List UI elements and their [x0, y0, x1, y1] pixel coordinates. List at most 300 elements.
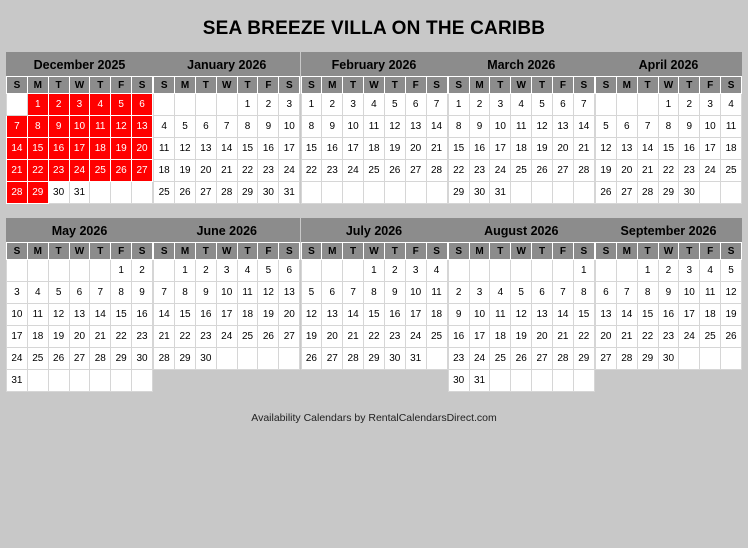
available-day-cell[interactable]: 4	[364, 94, 385, 116]
available-day-cell[interactable]: 18	[364, 138, 385, 160]
available-day-cell[interactable]: 12	[596, 138, 617, 160]
available-day-cell[interactable]: 3	[279, 94, 300, 116]
available-day-cell[interactable]: 19	[301, 326, 322, 348]
available-day-cell[interactable]: 29	[637, 348, 658, 370]
available-day-cell[interactable]: 28	[216, 182, 237, 204]
available-day-cell[interactable]: 27	[405, 160, 426, 182]
available-day-cell[interactable]: 9	[384, 282, 405, 304]
available-day-cell[interactable]: 5	[532, 94, 553, 116]
available-day-cell[interactable]: 28	[637, 182, 658, 204]
available-day-cell[interactable]: 19	[384, 138, 405, 160]
available-day-cell[interactable]: 19	[721, 304, 742, 326]
available-day-cell[interactable]: 18	[27, 326, 48, 348]
available-day-cell[interactable]: 29	[175, 348, 196, 370]
available-day-cell[interactable]: 14	[426, 116, 447, 138]
available-day-cell[interactable]: 28	[616, 348, 637, 370]
available-day-cell[interactable]: 23	[132, 326, 153, 348]
available-day-cell[interactable]: 27	[279, 326, 300, 348]
available-day-cell[interactable]: 25	[426, 326, 447, 348]
available-day-cell[interactable]: 21	[154, 326, 175, 348]
available-day-cell[interactable]: 5	[258, 260, 279, 282]
available-day-cell[interactable]: 31	[469, 370, 490, 392]
available-day-cell[interactable]: 23	[322, 160, 343, 182]
available-day-cell[interactable]: 14	[637, 138, 658, 160]
available-day-cell[interactable]: 14	[552, 304, 573, 326]
available-day-cell[interactable]: 11	[490, 304, 511, 326]
available-day-cell[interactable]: 2	[384, 260, 405, 282]
available-day-cell[interactable]: 2	[258, 94, 279, 116]
available-day-cell[interactable]: 23	[448, 348, 469, 370]
available-day-cell[interactable]: 26	[532, 160, 553, 182]
available-day-cell[interactable]: 24	[700, 160, 721, 182]
available-day-cell[interactable]: 7	[343, 282, 364, 304]
available-day-cell[interactable]: 6	[279, 260, 300, 282]
available-day-cell[interactable]: 10	[679, 282, 700, 304]
available-day-cell[interactable]: 6	[616, 116, 637, 138]
available-day-cell[interactable]: 25	[700, 326, 721, 348]
available-day-cell[interactable]: 22	[301, 160, 322, 182]
available-day-cell[interactable]: 21	[426, 138, 447, 160]
available-day-cell[interactable]: 23	[258, 160, 279, 182]
available-day-cell[interactable]: 1	[637, 260, 658, 282]
available-day-cell[interactable]: 6	[532, 282, 553, 304]
available-day-cell[interactable]: 30	[679, 182, 700, 204]
available-day-cell[interactable]: 22	[448, 160, 469, 182]
available-day-cell[interactable]: 31	[405, 348, 426, 370]
available-day-cell[interactable]: 22	[658, 160, 679, 182]
available-day-cell[interactable]: 29	[448, 182, 469, 204]
available-day-cell[interactable]: 25	[490, 348, 511, 370]
available-day-cell[interactable]: 11	[364, 116, 385, 138]
available-day-cell[interactable]: 1	[237, 94, 258, 116]
available-day-cell[interactable]: 9	[658, 282, 679, 304]
available-day-cell[interactable]: 26	[721, 326, 742, 348]
available-day-cell[interactable]: 4	[721, 94, 742, 116]
available-day-cell[interactable]: 7	[573, 94, 594, 116]
available-day-cell[interactable]: 18	[237, 304, 258, 326]
available-day-cell[interactable]: 5	[384, 94, 405, 116]
available-day-cell[interactable]: 9	[195, 282, 216, 304]
available-day-cell[interactable]: 15	[111, 304, 132, 326]
booked-day-cell[interactable]: 9	[48, 116, 69, 138]
available-day-cell[interactable]: 16	[132, 304, 153, 326]
available-day-cell[interactable]: 28	[343, 348, 364, 370]
available-day-cell[interactable]: 22	[573, 326, 594, 348]
available-day-cell[interactable]: 26	[301, 348, 322, 370]
available-day-cell[interactable]: 11	[700, 282, 721, 304]
available-day-cell[interactable]: 11	[721, 116, 742, 138]
available-day-cell[interactable]: 16	[258, 138, 279, 160]
available-day-cell[interactable]: 23	[679, 160, 700, 182]
available-day-cell[interactable]: 15	[301, 138, 322, 160]
available-day-cell[interactable]: 2	[679, 94, 700, 116]
available-day-cell[interactable]: 18	[490, 326, 511, 348]
available-day-cell[interactable]: 14	[343, 304, 364, 326]
available-day-cell[interactable]: 25	[364, 160, 385, 182]
available-day-cell[interactable]: 27	[552, 160, 573, 182]
available-day-cell[interactable]: 17	[700, 138, 721, 160]
available-day-cell[interactable]: 18	[511, 138, 532, 160]
available-day-cell[interactable]: 4	[27, 282, 48, 304]
available-day-cell[interactable]: 21	[216, 160, 237, 182]
available-day-cell[interactable]: 20	[279, 304, 300, 326]
booked-day-cell[interactable]: 26	[111, 160, 132, 182]
available-day-cell[interactable]: 21	[616, 326, 637, 348]
available-day-cell[interactable]: 11	[154, 138, 175, 160]
available-day-cell[interactable]: 10	[343, 116, 364, 138]
booked-day-cell[interactable]: 24	[69, 160, 90, 182]
available-day-cell[interactable]: 24	[405, 326, 426, 348]
booked-day-cell[interactable]: 14	[7, 138, 28, 160]
booked-day-cell[interactable]: 17	[69, 138, 90, 160]
booked-day-cell[interactable]: 27	[132, 160, 153, 182]
available-day-cell[interactable]: 20	[405, 138, 426, 160]
available-day-cell[interactable]: 15	[237, 138, 258, 160]
available-day-cell[interactable]: 28	[426, 160, 447, 182]
available-day-cell[interactable]: 20	[552, 138, 573, 160]
available-day-cell[interactable]: 13	[532, 304, 553, 326]
available-day-cell[interactable]: 17	[405, 304, 426, 326]
available-day-cell[interactable]: 8	[448, 116, 469, 138]
booked-day-cell[interactable]: 3	[69, 94, 90, 116]
booked-day-cell[interactable]: 7	[7, 116, 28, 138]
available-day-cell[interactable]: 28	[552, 348, 573, 370]
available-day-cell[interactable]: 25	[721, 160, 742, 182]
available-day-cell[interactable]: 16	[658, 304, 679, 326]
available-day-cell[interactable]: 9	[448, 304, 469, 326]
available-day-cell[interactable]: 1	[111, 260, 132, 282]
available-day-cell[interactable]: 4	[426, 260, 447, 282]
available-day-cell[interactable]: 24	[216, 326, 237, 348]
available-day-cell[interactable]: 16	[679, 138, 700, 160]
available-day-cell[interactable]: 19	[258, 304, 279, 326]
booked-day-cell[interactable]: 5	[111, 94, 132, 116]
available-day-cell[interactable]: 25	[154, 182, 175, 204]
available-day-cell[interactable]: 12	[258, 282, 279, 304]
available-day-cell[interactable]: 30	[384, 348, 405, 370]
available-day-cell[interactable]: 15	[573, 304, 594, 326]
available-day-cell[interactable]: 10	[469, 304, 490, 326]
available-day-cell[interactable]: 1	[301, 94, 322, 116]
booked-day-cell[interactable]: 29	[27, 182, 48, 204]
available-day-cell[interactable]: 25	[27, 348, 48, 370]
available-day-cell[interactable]: 5	[511, 282, 532, 304]
available-day-cell[interactable]: 26	[596, 182, 617, 204]
available-day-cell[interactable]: 12	[532, 116, 553, 138]
available-day-cell[interactable]: 7	[216, 116, 237, 138]
available-day-cell[interactable]: 20	[532, 326, 553, 348]
available-day-cell[interactable]: 6	[69, 282, 90, 304]
available-day-cell[interactable]: 19	[48, 326, 69, 348]
available-day-cell[interactable]: 11	[426, 282, 447, 304]
available-day-cell[interactable]: 31	[279, 182, 300, 204]
available-day-cell[interactable]: 24	[7, 348, 28, 370]
available-day-cell[interactable]: 2	[469, 94, 490, 116]
available-day-cell[interactable]: 16	[448, 326, 469, 348]
available-day-cell[interactable]: 12	[175, 138, 196, 160]
available-day-cell[interactable]: 3	[679, 260, 700, 282]
booked-day-cell[interactable]: 21	[7, 160, 28, 182]
available-day-cell[interactable]: 22	[111, 326, 132, 348]
available-day-cell[interactable]: 13	[405, 116, 426, 138]
available-day-cell[interactable]: 31	[7, 370, 28, 392]
available-day-cell[interactable]: 14	[90, 304, 111, 326]
available-day-cell[interactable]: 15	[658, 138, 679, 160]
available-day-cell[interactable]: 24	[279, 160, 300, 182]
available-day-cell[interactable]: 4	[511, 94, 532, 116]
available-day-cell[interactable]: 9	[679, 116, 700, 138]
available-day-cell[interactable]: 9	[132, 282, 153, 304]
available-day-cell[interactable]: 5	[721, 260, 742, 282]
available-day-cell[interactable]: 16	[322, 138, 343, 160]
available-day-cell[interactable]: 30	[658, 348, 679, 370]
available-day-cell[interactable]: 14	[216, 138, 237, 160]
available-day-cell[interactable]: 18	[721, 138, 742, 160]
available-day-cell[interactable]: 4	[154, 116, 175, 138]
available-day-cell[interactable]: 10	[7, 304, 28, 326]
available-day-cell[interactable]: 27	[195, 182, 216, 204]
available-day-cell[interactable]: 1	[175, 260, 196, 282]
available-day-cell[interactable]: 23	[195, 326, 216, 348]
available-day-cell[interactable]: 23	[469, 160, 490, 182]
available-day-cell[interactable]: 27	[616, 182, 637, 204]
available-day-cell[interactable]: 22	[637, 326, 658, 348]
available-day-cell[interactable]: 15	[448, 138, 469, 160]
available-day-cell[interactable]: 14	[573, 116, 594, 138]
booked-day-cell[interactable]: 22	[27, 160, 48, 182]
booked-day-cell[interactable]: 23	[48, 160, 69, 182]
available-day-cell[interactable]: 26	[384, 160, 405, 182]
available-day-cell[interactable]: 6	[322, 282, 343, 304]
booked-day-cell[interactable]: 15	[27, 138, 48, 160]
available-day-cell[interactable]: 20	[616, 160, 637, 182]
available-day-cell[interactable]: 20	[596, 326, 617, 348]
available-day-cell[interactable]: 4	[237, 260, 258, 282]
available-day-cell[interactable]: 25	[237, 326, 258, 348]
available-day-cell[interactable]: 30	[195, 348, 216, 370]
available-day-cell[interactable]: 11	[237, 282, 258, 304]
available-day-cell[interactable]: 3	[216, 260, 237, 282]
available-day-cell[interactable]: 7	[637, 116, 658, 138]
available-day-cell[interactable]: 30	[448, 370, 469, 392]
available-day-cell[interactable]: 7	[552, 282, 573, 304]
available-day-cell[interactable]: 27	[596, 348, 617, 370]
available-day-cell[interactable]: 3	[490, 94, 511, 116]
available-day-cell[interactable]: 12	[48, 304, 69, 326]
available-day-cell[interactable]: 29	[573, 348, 594, 370]
available-day-cell[interactable]: 24	[469, 348, 490, 370]
booked-day-cell[interactable]: 28	[7, 182, 28, 204]
available-day-cell[interactable]: 17	[279, 138, 300, 160]
available-day-cell[interactable]: 8	[237, 116, 258, 138]
available-day-cell[interactable]: 6	[405, 94, 426, 116]
available-day-cell[interactable]: 2	[195, 260, 216, 282]
available-day-cell[interactable]: 16	[384, 304, 405, 326]
available-day-cell[interactable]: 30	[469, 182, 490, 204]
available-day-cell[interactable]: 11	[27, 304, 48, 326]
available-day-cell[interactable]: 2	[322, 94, 343, 116]
available-day-cell[interactable]: 10	[405, 282, 426, 304]
available-day-cell[interactable]: 19	[596, 160, 617, 182]
available-day-cell[interactable]: 10	[279, 116, 300, 138]
available-day-cell[interactable]: 5	[48, 282, 69, 304]
available-day-cell[interactable]: 13	[279, 282, 300, 304]
available-day-cell[interactable]: 13	[195, 138, 216, 160]
available-day-cell[interactable]: 27	[322, 348, 343, 370]
available-day-cell[interactable]: 7	[616, 282, 637, 304]
available-day-cell[interactable]: 6	[552, 94, 573, 116]
available-day-cell[interactable]: 2	[658, 260, 679, 282]
available-day-cell[interactable]: 13	[552, 116, 573, 138]
available-day-cell[interactable]: 7	[90, 282, 111, 304]
available-day-cell[interactable]: 8	[658, 116, 679, 138]
available-day-cell[interactable]: 29	[111, 348, 132, 370]
booked-day-cell[interactable]: 4	[90, 94, 111, 116]
available-day-cell[interactable]: 4	[700, 260, 721, 282]
available-day-cell[interactable]: 24	[343, 160, 364, 182]
available-day-cell[interactable]: 14	[154, 304, 175, 326]
available-day-cell[interactable]: 9	[469, 116, 490, 138]
available-day-cell[interactable]: 15	[637, 304, 658, 326]
available-day-cell[interactable]: 13	[596, 304, 617, 326]
available-day-cell[interactable]: 12	[301, 304, 322, 326]
available-day-cell[interactable]: 21	[573, 138, 594, 160]
available-day-cell[interactable]: 3	[469, 282, 490, 304]
booked-day-cell[interactable]: 2	[48, 94, 69, 116]
available-day-cell[interactable]: 2	[132, 260, 153, 282]
available-day-cell[interactable]: 30	[48, 182, 69, 204]
available-day-cell[interactable]: 16	[195, 304, 216, 326]
available-day-cell[interactable]: 9	[258, 116, 279, 138]
available-day-cell[interactable]: 30	[258, 182, 279, 204]
available-day-cell[interactable]: 30	[132, 348, 153, 370]
available-day-cell[interactable]: 7	[426, 94, 447, 116]
available-day-cell[interactable]: 23	[658, 326, 679, 348]
available-day-cell[interactable]: 12	[384, 116, 405, 138]
booked-day-cell[interactable]: 1	[27, 94, 48, 116]
available-day-cell[interactable]: 25	[511, 160, 532, 182]
available-day-cell[interactable]: 29	[364, 348, 385, 370]
available-day-cell[interactable]: 2	[448, 282, 469, 304]
available-day-cell[interactable]: 1	[364, 260, 385, 282]
available-day-cell[interactable]: 1	[658, 94, 679, 116]
available-day-cell[interactable]: 26	[511, 348, 532, 370]
available-day-cell[interactable]: 20	[322, 326, 343, 348]
available-day-cell[interactable]: 19	[175, 160, 196, 182]
available-day-cell[interactable]: 26	[48, 348, 69, 370]
available-day-cell[interactable]: 24	[679, 326, 700, 348]
available-day-cell[interactable]: 13	[69, 304, 90, 326]
available-day-cell[interactable]: 24	[490, 160, 511, 182]
available-day-cell[interactable]: 7	[154, 282, 175, 304]
available-day-cell[interactable]: 22	[175, 326, 196, 348]
available-day-cell[interactable]: 13	[322, 304, 343, 326]
booked-day-cell[interactable]: 16	[48, 138, 69, 160]
available-day-cell[interactable]: 15	[364, 304, 385, 326]
available-day-cell[interactable]: 1	[573, 260, 594, 282]
available-day-cell[interactable]: 5	[301, 282, 322, 304]
available-day-cell[interactable]: 10	[700, 116, 721, 138]
available-day-cell[interactable]: 28	[90, 348, 111, 370]
available-day-cell[interactable]: 27	[69, 348, 90, 370]
available-day-cell[interactable]: 18	[154, 160, 175, 182]
available-day-cell[interactable]: 27	[532, 348, 553, 370]
available-day-cell[interactable]: 5	[596, 116, 617, 138]
booked-day-cell[interactable]: 8	[27, 116, 48, 138]
available-day-cell[interactable]: 3	[405, 260, 426, 282]
available-day-cell[interactable]: 15	[175, 304, 196, 326]
available-day-cell[interactable]: 17	[469, 326, 490, 348]
available-day-cell[interactable]: 12	[721, 282, 742, 304]
available-day-cell[interactable]: 28	[573, 160, 594, 182]
available-day-cell[interactable]: 6	[596, 282, 617, 304]
booked-day-cell[interactable]: 25	[90, 160, 111, 182]
booked-day-cell[interactable]: 13	[132, 116, 153, 138]
available-day-cell[interactable]: 17	[490, 138, 511, 160]
available-day-cell[interactable]: 22	[364, 326, 385, 348]
available-day-cell[interactable]: 4	[490, 282, 511, 304]
available-day-cell[interactable]: 5	[175, 116, 196, 138]
available-day-cell[interactable]: 19	[511, 326, 532, 348]
available-day-cell[interactable]: 28	[154, 348, 175, 370]
available-day-cell[interactable]: 20	[69, 326, 90, 348]
available-day-cell[interactable]: 31	[69, 182, 90, 204]
available-day-cell[interactable]: 1	[448, 94, 469, 116]
available-day-cell[interactable]: 17	[7, 326, 28, 348]
available-day-cell[interactable]: 16	[469, 138, 490, 160]
available-day-cell[interactable]: 31	[490, 182, 511, 204]
available-day-cell[interactable]: 8	[301, 116, 322, 138]
available-day-cell[interactable]: 3	[343, 94, 364, 116]
available-day-cell[interactable]: 17	[343, 138, 364, 160]
available-day-cell[interactable]: 21	[90, 326, 111, 348]
available-day-cell[interactable]: 17	[679, 304, 700, 326]
available-day-cell[interactable]: 17	[216, 304, 237, 326]
available-day-cell[interactable]: 26	[258, 326, 279, 348]
available-day-cell[interactable]: 29	[237, 182, 258, 204]
available-day-cell[interactable]: 18	[426, 304, 447, 326]
booked-day-cell[interactable]: 20	[132, 138, 153, 160]
available-day-cell[interactable]: 6	[195, 116, 216, 138]
available-day-cell[interactable]: 23	[384, 326, 405, 348]
available-day-cell[interactable]: 20	[195, 160, 216, 182]
booked-day-cell[interactable]: 18	[90, 138, 111, 160]
available-day-cell[interactable]: 18	[700, 304, 721, 326]
available-day-cell[interactable]: 12	[511, 304, 532, 326]
available-day-cell[interactable]: 8	[364, 282, 385, 304]
available-day-cell[interactable]: 10	[490, 116, 511, 138]
available-day-cell[interactable]: 21	[637, 160, 658, 182]
available-day-cell[interactable]: 14	[616, 304, 637, 326]
available-day-cell[interactable]: 21	[552, 326, 573, 348]
booked-day-cell[interactable]: 11	[90, 116, 111, 138]
booked-day-cell[interactable]: 6	[132, 94, 153, 116]
booked-day-cell[interactable]: 10	[69, 116, 90, 138]
available-day-cell[interactable]: 8	[637, 282, 658, 304]
available-day-cell[interactable]: 13	[616, 138, 637, 160]
booked-day-cell[interactable]: 19	[111, 138, 132, 160]
available-day-cell[interactable]: 19	[532, 138, 553, 160]
available-day-cell[interactable]: 8	[111, 282, 132, 304]
available-day-cell[interactable]: 8	[573, 282, 594, 304]
available-day-cell[interactable]: 29	[658, 182, 679, 204]
available-day-cell[interactable]: 3	[7, 282, 28, 304]
available-day-cell[interactable]: 11	[511, 116, 532, 138]
available-day-cell[interactable]: 21	[343, 326, 364, 348]
available-day-cell[interactable]: 9	[322, 116, 343, 138]
available-day-cell[interactable]: 8	[175, 282, 196, 304]
booked-day-cell[interactable]: 12	[111, 116, 132, 138]
